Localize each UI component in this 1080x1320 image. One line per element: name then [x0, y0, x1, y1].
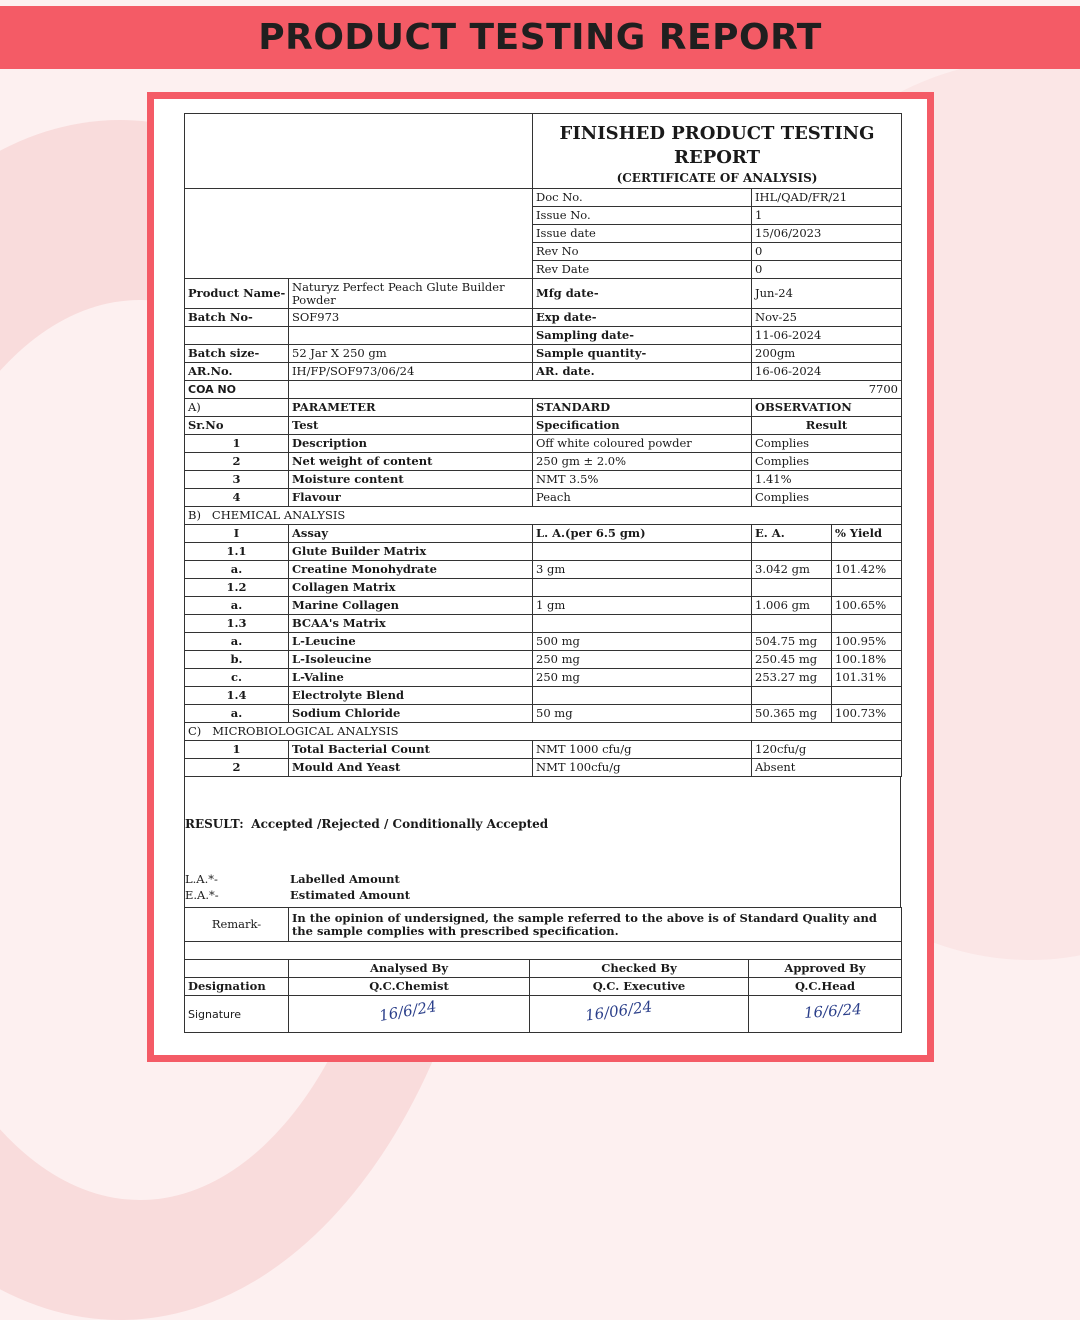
batch-no-label: Batch No- [185, 309, 289, 327]
parameter-heading: PARAMETER [289, 399, 533, 417]
standard-heading: STANDARD [533, 399, 752, 417]
doc-info-label: Rev No [533, 243, 752, 261]
remark-label: Remark- [185, 908, 289, 942]
coa-no-label: COA NO [185, 381, 289, 399]
observation-heading: OBSERVATION [752, 399, 902, 417]
section-b-table [184, 506, 902, 723]
section-a-table [184, 398, 902, 507]
checked-designation: Q.C. Executive [530, 978, 749, 996]
section-c-heading: C) MICROBIOLOGICAL ANALYSIS [185, 723, 902, 741]
section-c-table [184, 722, 902, 777]
table-row: 2 Net weight of content 250 gm ± 2.0% Complies [185, 453, 902, 471]
batch-size-label: Batch size- [185, 345, 289, 363]
col-spec: Specification [533, 417, 752, 435]
exp-date-value: Nov-25 [752, 309, 902, 327]
doc-info-label: Issue date [533, 225, 752, 243]
product-name-label: Product Name- [185, 279, 289, 309]
table-row: 1 Description Off white coloured powder Complies [185, 435, 902, 453]
approved-by-heading: Approved By [749, 960, 902, 978]
product-name-value: Naturyz Perfect Peach Glute Builder Powder [289, 279, 533, 309]
document-paper [154, 99, 927, 1055]
doc-info-value: 1 [752, 207, 902, 225]
col-sr: I [185, 525, 289, 543]
group-row: 1.2 Collagen Matrix [185, 579, 902, 597]
table-row: a. Sodium Chloride 50 mg 50.365 mg 100.73% [185, 705, 902, 723]
coa-no-value: 7700 [289, 381, 902, 399]
col-ea: E. A. [752, 525, 832, 543]
group-row: 1.3 BCAA's Matrix [185, 615, 902, 633]
sample-qty-label: Sample quantity- [533, 345, 752, 363]
result-line: RESULT: Accepted /Rejected / Conditionally Accepted [185, 817, 549, 831]
checked-signature-cell [530, 996, 749, 1033]
checked-by-heading: Checked By [530, 960, 749, 978]
sampling-date-label: Sampling date- [533, 327, 752, 345]
coa-document [184, 113, 901, 1045]
approved-signature-cell [749, 996, 902, 1033]
header-table [184, 113, 902, 279]
table-row: 3 Moisture content NMT 3.5% 1.41% [185, 471, 902, 489]
table-row: b. L-Isoleucine 250 mg 250.45 mg 100.18% [185, 651, 902, 669]
mfg-date-label: Mfg date- [533, 279, 752, 309]
col-assay: Assay [289, 525, 533, 543]
ar-date-label: AR. date. [533, 363, 752, 381]
ar-date-value: 16-06-2024 [752, 363, 902, 381]
banner-title: PRODUCT TESTING REPORT [258, 17, 822, 58]
approved-signature: 16/6/24 [803, 1000, 863, 1022]
col-srno: Sr.No [185, 417, 289, 435]
remark-table [184, 907, 902, 960]
doc-info-value: 15/06/2023 [752, 225, 902, 243]
col-la: L. A.(per 6.5 gm) [533, 525, 752, 543]
analysed-signature: 16/6/24 [377, 997, 438, 1025]
doc-info-label: Issue No. [533, 207, 752, 225]
batch-no-value: SOF973 [289, 309, 533, 327]
sampling-date-value: 11-06-2024 [752, 327, 902, 345]
signature-label: Signature [185, 996, 289, 1033]
section-b-rows [185, 543, 902, 723]
result-block [184, 777, 901, 907]
group-row: 1.1 Glute Builder Matrix [185, 543, 902, 561]
table-row: a. Creatine Monohydrate 3 gm 3.042 gm 101.42% [185, 561, 902, 579]
group-row: 1.4 Electrolyte Blend [185, 687, 902, 705]
analysed-designation: Q.C.Chemist [289, 978, 530, 996]
batch-size-value: 52 Jar X 250 gm [289, 345, 533, 363]
approved-designation: Q.C.Head [749, 978, 902, 996]
table-row: a. Marine Collagen 1 gm 1.006 gm 100.65% [185, 597, 902, 615]
ar-no-value: IH/FP/SOF973/06/24 [289, 363, 533, 381]
analysed-signature-cell [289, 996, 530, 1033]
doc-info-value: 0 [752, 243, 902, 261]
document-frame [147, 92, 934, 1062]
blank-area [185, 189, 533, 279]
report-title: FINISHED PRODUCT TESTING REPORT (CERTIFICATE OF ANALYSIS) [533, 114, 902, 189]
col-test: Test [289, 417, 533, 435]
analysed-by-heading: Analysed By [289, 960, 530, 978]
remark-text: In the opinion of undersigned, the sample referred to the above is of Standard Quality and the sample complies with prescribed specification. [289, 908, 902, 942]
doc-info-value: IHL/QAD/FR/21 [752, 189, 902, 207]
title-banner [0, 6, 1080, 69]
table-row: a. L-Leucine 500 mg 504.75 mg 100.95% [185, 633, 902, 651]
logo-area [185, 114, 533, 189]
col-yield: % Yield [832, 525, 902, 543]
section-b-heading: B) CHEMICAL ANALYSIS [185, 507, 902, 525]
product-info-table [184, 278, 902, 399]
checked-signature: 16/06/24 [584, 997, 654, 1025]
ar-no-label: AR.No. [185, 363, 289, 381]
table-row: 1 Total Bacterial Count NMT 1000 cfu/g 120cfu/g [185, 741, 902, 759]
section-a-label: A) [185, 399, 289, 417]
doc-info-value: 0 [752, 261, 902, 279]
col-result: Result [752, 417, 902, 435]
table-row: 4 Flavour Peach Complies [185, 489, 902, 507]
exp-date-label: Exp date- [533, 309, 752, 327]
table-row: c. L-Valine 250 mg 253.27 mg 101.31% [185, 669, 902, 687]
sample-qty-value: 200gm [752, 345, 902, 363]
table-row: 2 Mould And Yeast NMT 100cfu/g Absent [185, 759, 902, 777]
report-subtitle: (CERTIFICATE OF ANALYSIS) [616, 171, 818, 185]
doc-info-label: Rev Date [533, 261, 752, 279]
definitions: L.A.*- Labelled Amount E.A.*- Estimated Amount [185, 872, 411, 902]
signoff-table [184, 959, 902, 1033]
doc-info-label: Doc No. [533, 189, 752, 207]
designation-label: Designation [185, 978, 289, 996]
mfg-date-value: Jun-24 [752, 279, 902, 309]
